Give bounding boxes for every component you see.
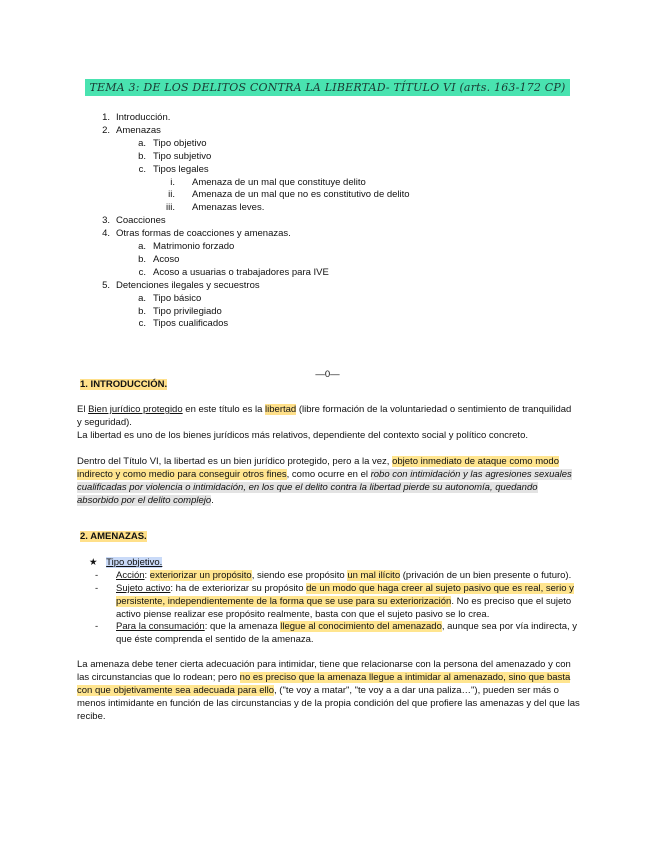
dash-bullet: - <box>95 583 99 594</box>
toc-item-label: Tipos legales <box>153 163 209 175</box>
toc-item-label: Tipo privilegiado <box>153 305 222 317</box>
toc-item-number: b. <box>138 305 146 317</box>
toc-item-label: Matrimonio forzado <box>153 241 235 252</box>
text: en este título es la <box>182 404 266 415</box>
term-libertad: libertad <box>265 404 297 415</box>
toc-item-number: 2. <box>102 124 110 136</box>
toc-item-label: Amenazas leves. <box>192 202 265 214</box>
highlight: no es preciso que la amenaza llegue a intimidar al amenazado, sino que basta con que objetivamente sea adecuada para ello <box>77 671 571 696</box>
toc-item-label: Coacciones <box>116 215 166 227</box>
amenazas-paragraph <box>77 659 582 724</box>
item-label: Para la consumación <box>116 621 205 632</box>
intro-paragraph-3 <box>77 456 577 508</box>
toc-item-number: c. <box>138 266 146 278</box>
toc-item-number: a. <box>138 292 146 304</box>
heading-text: 1. INTRODUCCIÓN. <box>80 379 168 390</box>
text: : ha de exteriorizar su propósito <box>170 583 307 594</box>
toc-item-number: 5. <box>102 279 110 291</box>
text: (libre formación de la voluntariedad o sentimiento de tranquilidad y seguridad). <box>77 404 572 428</box>
toc-item-label: Tipo objetivo <box>153 137 207 149</box>
toc-item-number: b. <box>138 253 146 265</box>
text: , como ocurre en el <box>286 468 371 480</box>
toc-item-number: c. <box>138 318 146 330</box>
list-item-sujeto-activo <box>95 583 585 622</box>
toc-item-label: Amenaza de un mal que no es constitutivo de delito <box>192 189 410 201</box>
subheading-text: Tipo objetivo. <box>106 557 163 568</box>
toc-item-number: 4. <box>102 228 110 240</box>
intro-paragraph-2: La libertad es uno de los bienes jurídicos más relativos, dependiente del contexto social y político concreto. <box>77 430 528 441</box>
text: La amenaza debe tener cierta adecuación para intimidar, tiene que relacionarse con la persona del amenazado y con las circunstancias que lo rodean; pero <box>77 659 571 683</box>
toc-item-label: Amenazas <box>116 124 161 136</box>
intro-paragraph-1 <box>77 404 577 430</box>
text: : que la amenaza <box>204 621 281 632</box>
toc-item-label: Otras formas de coacciones y amenazas. <box>116 228 291 240</box>
text: , ("te voy a matar", "te voy a a dar una paliza…"), pueden ser más o menos intimidante en función de las circunstancias y de la propia condición del que profiere las amenazas y del que las recibe. <box>77 684 580 722</box>
toc-item-label: Introducción. <box>116 112 171 123</box>
highlight: un mal ilícito <box>347 570 401 581</box>
text: . <box>211 494 214 506</box>
subheading-tipo-objetivo <box>89 557 162 570</box>
item-label: Sujeto activo <box>116 583 171 594</box>
heading-text: 2. AMENAZAS. <box>80 531 147 542</box>
title-container <box>0 78 655 96</box>
toc-item-number: 3. <box>102 215 110 227</box>
toc-item-label: Acoso <box>153 253 180 265</box>
toc-item-number: ii. <box>168 189 175 201</box>
text: El <box>77 404 89 415</box>
text: . No es preciso que el sujeto activo piense realizar ese propósito realmente, basta con que el sujeto pasivo se lo crea. <box>116 595 572 620</box>
highlight-objeto: objeto inmediato de ataque como modo indirecto y como medio para conseguir otros fines <box>77 456 559 480</box>
text: Dentro del Título VI, la libertad es un bien jurídico protegido, pero a la vez, <box>77 456 393 467</box>
toc-item-label: Tipo subjetivo <box>153 150 212 162</box>
section-heading-amenazas <box>80 531 147 542</box>
toc-item-number: i. <box>170 176 175 188</box>
separator: —0— <box>315 369 340 380</box>
list-item-consumacion <box>95 621 585 647</box>
section-heading-introduccion <box>80 379 167 390</box>
toc-item-label: Tipo básico <box>153 292 202 304</box>
toc-item-label: Amenaza de un mal que constituye delito <box>192 176 366 188</box>
highlight: exteriorizar un propósito <box>149 570 252 581</box>
toc-item-label: Tipos cualificados <box>153 318 229 330</box>
highlight: de un modo que haga creer al sujeto pasivo que es real, serio y persistente, independientemente de la forma que se use para su exteriorización <box>116 583 574 607</box>
text: (privación de un bien presente o futuro). <box>400 570 572 581</box>
text: : <box>144 570 150 581</box>
toc-item-number: a. <box>138 241 146 252</box>
toc-item-number: iii. <box>166 202 175 214</box>
list-item-accion <box>95 570 585 583</box>
dash-bullet: - <box>95 570 99 581</box>
highlight: llegue al conocimiento del amenazado <box>280 621 442 632</box>
toc-item-number: a. <box>138 137 146 149</box>
document-title: TEMA 3: DE LOS DELITOS CONTRA LA LIBERTAD- TÍTULO VI (arts. 163-172 CP) <box>85 79 569 96</box>
dash-bullet: - <box>95 621 99 632</box>
text: , aunque sea por vía indirecta, y que éste comprenda el sentido de la amenaza. <box>116 621 578 645</box>
toc-item-number: c. <box>138 163 146 175</box>
toc-item-number: 1. <box>102 112 110 123</box>
item-label: Acción <box>116 570 145 581</box>
star-bullet-icon: ★ <box>89 557 98 568</box>
highlight-robo: robo con intimidación y las agresiones sexuales cualificadas por violencia o intimidación, en los que el delito contra la libertad pierde su autonomía, quedando absorbido por el delito complejo <box>77 468 572 506</box>
toc-item-label: Detenciones ilegales y secuestros <box>116 279 260 291</box>
term-bien-juridico: Bien jurídico protegido <box>88 404 183 415</box>
toc-item-label: Acoso a usuarias o trabajadores para IVE <box>153 266 329 278</box>
toc-item-number: b. <box>138 150 146 162</box>
text: , siendo ese propósito <box>251 570 348 581</box>
